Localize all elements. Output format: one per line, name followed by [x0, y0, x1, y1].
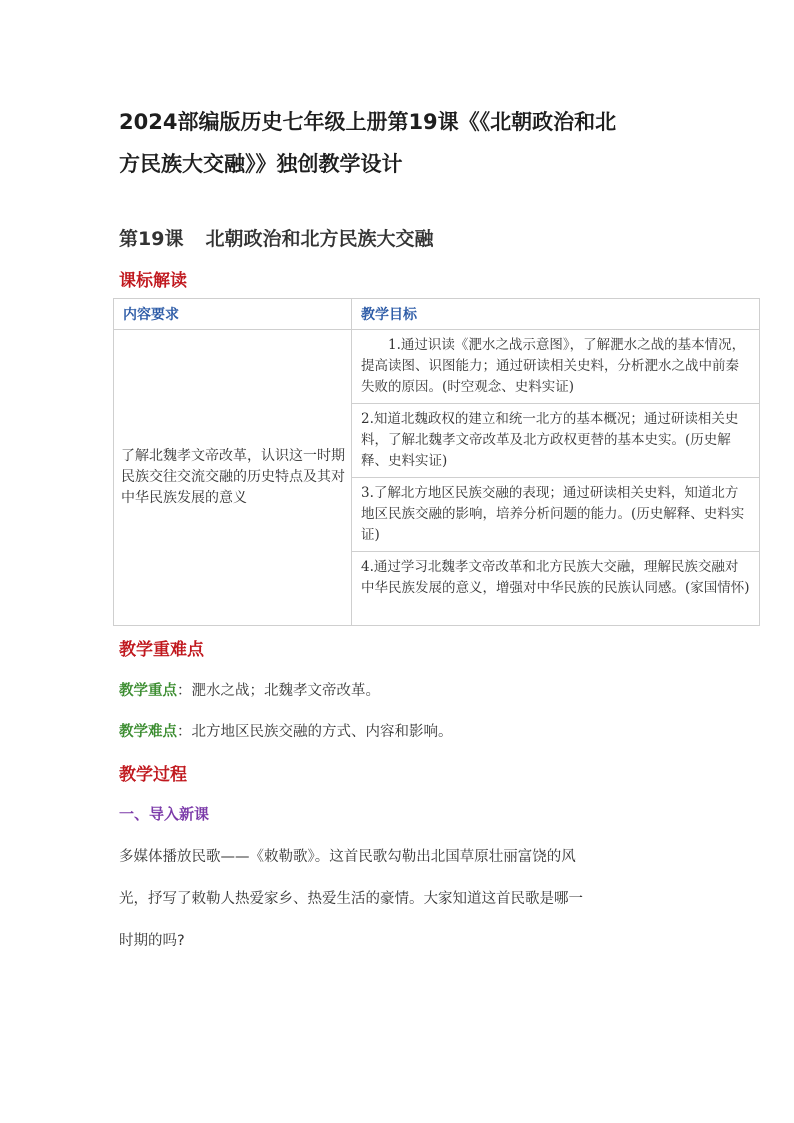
focus-line [119, 679, 380, 700]
goal-cell-3: 3.了解北方地区民族交融的表现；通过研读相关史料，知道北方地区民族交融的影响，培养分析问题的能力。(历史解释、史料实证) [352, 478, 760, 552]
lesson-title [119, 224, 433, 251]
key-points-heading: 教学重难点 [119, 640, 204, 660]
intro-line-2: 光，抒写了敕勒人热爱家乡、热爱生活的豪情。大家知道这首民歌是哪一 [119, 891, 583, 907]
header-requirement: 内容要求 [114, 299, 352, 330]
intro-heading: 一、导入新课 [119, 805, 210, 823]
lesson-name: 北朝政治和北方民族大交融 [205, 228, 434, 250]
difficulty-label: 教学难点 [119, 724, 177, 740]
process-heading: 教学过程 [119, 765, 187, 785]
header-goals: 教学目标 [352, 299, 760, 330]
lesson-number: 第19课 [119, 228, 184, 250]
table-row [114, 330, 760, 404]
standards-heading: 课标解读 [119, 271, 187, 291]
goal-cell-4: 4.通过学习北魏孝文帝改革和北方民族大交融，理解民族交融对中华民族发展的意义，增强对中华民族的民族认同感。(家国情怀) [352, 552, 760, 626]
goal-cell-2: 2.知道北魏政权的建立和统一北方的基本概况；通过研读相关史料，了解北魏孝文帝改革及北方政权更替的基本史实。(历史解释、史料实证) [352, 404, 760, 478]
standards-table [113, 298, 760, 626]
intro-line-1: 多媒体播放民歌——《敕勒歌》。这首民歌勾勒出北国草原壮丽富饶的风 [119, 849, 576, 865]
document-title [119, 101, 699, 185]
intro-line-3: 时期的吗? [119, 933, 185, 949]
table-header-row [114, 299, 760, 330]
goal-cell-1: 1.通过识读《淝水之战示意图》，了解淝水之战的基本情况，提高读图、识图能力；通过研读相关史料，分析淝水之战中前秦失败的原因。(时空观念、史料实证) [352, 330, 760, 404]
difficulty-line [119, 720, 453, 741]
focus-label: 教学重点 [119, 683, 177, 699]
focus-text: ：淝水之战；北魏孝文帝改革。 [177, 683, 380, 699]
requirement-cell: 了解北魏孝文帝改革，认识这一时期民族交往交流交融的历史特点及其对中华民族发展的意义 [114, 330, 352, 626]
difficulty-text: ：北方地区民族交融的方式、内容和影响。 [177, 724, 453, 740]
document-title-line-2: 方民族大交融》》独创教学设计 [119, 152, 403, 176]
document-title-line-1: 2024部编版历史七年级上册第19课《《北朝政治和北 [119, 110, 617, 134]
